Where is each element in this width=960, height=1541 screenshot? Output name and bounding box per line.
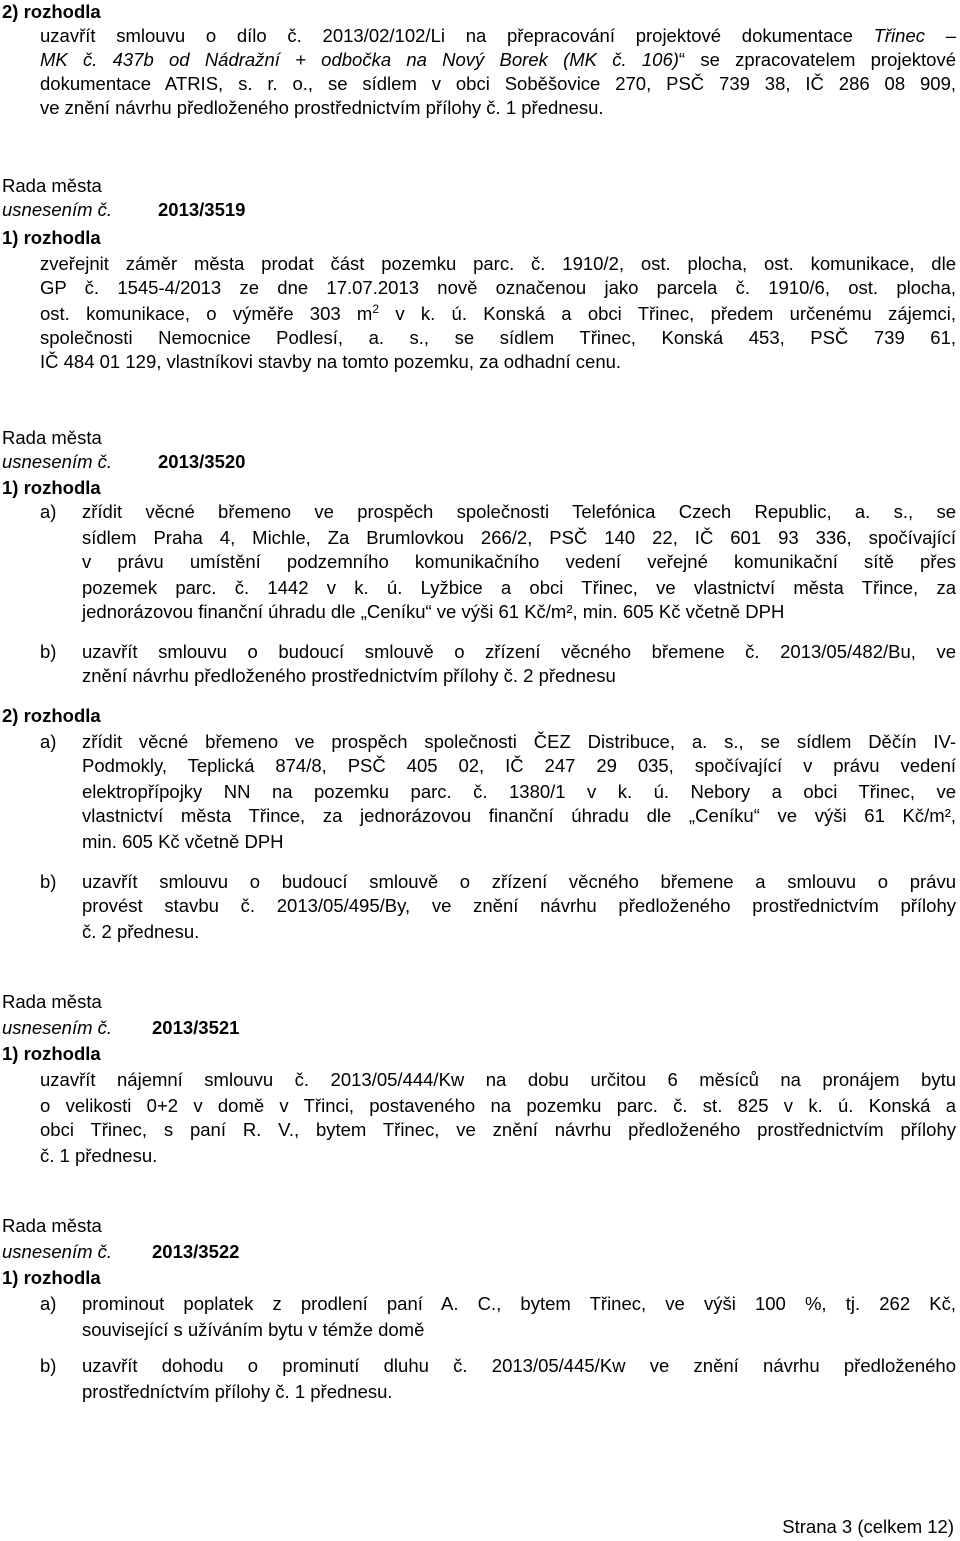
list-marker: a) (40, 1293, 57, 1314)
text-run: se zpracovatelem projektové (685, 49, 957, 70)
list-item-line: provést stavbu č. 2013/05/495/By, ve znění návrhu předloženého prostřednictvím přílohy (82, 895, 956, 916)
list-item-line: související s užíváním bytu v témže domě (82, 1319, 425, 1340)
resolution-label: usnesením č. (2, 451, 113, 472)
paragraph-line: GP č. 1545-4/2013 ze dne 17.07.2013 nově označenou jako parcela č. 1910/6, ost. plocha, (40, 277, 956, 298)
paragraph-line: uzavřít nájemní smlouvu č. 2013/05/444/Kw na dobu určitou 6 měsíců na pronájem bytu (40, 1069, 956, 1090)
list-item-line: jednorázovou finanční úhradu dle „Ceníku“ ve výši 61 Kč/m², min. 605 Kč včetně DPH (82, 601, 785, 622)
text-run: v k. ú. Konská a obci Třinec, předem určenému zájemci, (379, 303, 956, 324)
paragraph-line (40, 48, 956, 72)
rada-label: Rada města (2, 175, 102, 196)
resolution-number: 2013/3519 (158, 199, 246, 220)
paragraph-line (40, 302, 956, 326)
resolution-number: 2013/3520 (158, 451, 246, 472)
section-heading: 1) rozhodla (2, 1267, 101, 1288)
list-item-line: min. 605 Kč včetně DPH (82, 831, 284, 852)
list-item-line: Podmokly, Teplická 874/8, PSČ 405 02, IČ 247 29 035, spočívající v právu vedení (82, 755, 956, 776)
paragraph-line (40, 24, 956, 48)
rada-label: Rada města (2, 991, 102, 1012)
resolution-label: usnesením č. (2, 1017, 113, 1038)
superscript: 2 (372, 302, 380, 316)
list-item-line: sídlem Praha 4, Michle, Za Brumlovkou 266/2, PSČ 140 22, IČ 601 93 336, spočívající (82, 527, 956, 548)
text-run: uzavřít smlouvu o dílo č. 2013/02/102/Li na přepracování projektové dokumentace (40, 25, 874, 46)
list-item-line: v právu umístění podzemního komunikačního vedení veřejné komunikační sítě přes (82, 551, 956, 572)
section-heading: 2) rozhodla (2, 705, 101, 726)
list-marker: a) (40, 501, 57, 522)
text-run: MK č. 437b od Nádražní + odbočka na Nový Borek (MK č. 106) (40, 49, 679, 70)
list-item-line: č. 2 přednesu. (82, 921, 200, 942)
paragraph-line: IČ 484 01 129, vlastníkovi stavby na tomto pozemku, za odhadní cenu. (40, 351, 622, 372)
list-item-line: zřídit věcné břemeno ve prospěch společnosti Telefónica Czech Republic, a. s., se (82, 501, 956, 522)
text-run: “ (678, 49, 686, 70)
section-heading: 1) rozhodla (2, 477, 101, 498)
resolution-number: 2013/3521 (152, 1017, 240, 1038)
document-page (2, 0, 958, 1541)
paragraph-line: o velikosti 0+2 v domě v Třinci, postaveného na pozemku parc. č. st. 825 v k. ú. Konská a (40, 1095, 956, 1116)
list-item-line: znění návrhu předloženého prostřednictvím přílohy č. 2 přednesu (82, 665, 616, 686)
list-item-line: uzavřít dohodu o prominutí dluhu č. 2013/05/445/Kw ve znění návrhu předloženého (82, 1355, 956, 1376)
resolution-number: 2013/3522 (152, 1241, 240, 1262)
list-marker: b) (40, 871, 57, 892)
rada-label: Rada města (2, 427, 102, 448)
list-marker: a) (40, 731, 57, 752)
list-item-line: prostředníctvím přílohy č. 1 přednesu. (82, 1381, 393, 1402)
text-run: ost. komunikace, o výměře 303 m (40, 303, 373, 324)
list-item-line: uzavřít smlouvu o budoucí smlouvě o zřízení věcného břemene a smlouvu o právu (82, 871, 956, 892)
paragraph-line: ve znění návrhu předloženého prostřednictvím přílohy č. 1 přednesu. (40, 97, 604, 118)
section-heading: 1) rozhodla (2, 1043, 101, 1064)
paragraph-line: č. 1 přednesu. (40, 1145, 158, 1166)
rada-label: Rada města (2, 1215, 102, 1236)
list-item-line: elektropřípojky NN na pozemku parc. č. 1380/1 v k. ú. Nebory a obci Třinec, ve (82, 781, 956, 802)
list-marker: b) (40, 641, 57, 662)
page-footer: Strana 3 (celkem 12) (782, 1516, 954, 1537)
section-heading: 2) rozhodla (2, 1, 101, 22)
paragraph-line: dokumentace ATRIS, s. r. o., se sídlem v obci Soběšovice 270, PSČ 739 38, IČ 286 08 909, (40, 73, 956, 94)
list-item-line: prominout poplatek z prodlení paní A. C., bytem Třinec, ve výši 100 %, tj. 262 Kč, (82, 1293, 956, 1314)
list-item-line: vlastnictví města Třince, za jednorázovou finanční úhradu dle „Ceníku“ ve výši 61 Kč/m², (82, 805, 956, 826)
paragraph-line: zveřejnit záměr města prodat část pozemku parc. č. 1910/2, ost. plocha, ost. komunikace, dle (40, 253, 956, 274)
resolution-label: usnesením č. (2, 199, 113, 220)
paragraph-line: obci Třinec, s paní R. V., bytem Třinec, ve znění návrhu předloženého prostřednictvím přílohy (40, 1119, 956, 1140)
list-marker: b) (40, 1355, 57, 1376)
paragraph-line: společnosti Nemocnice Podlesí, a. s., se sídlem Třinec, Konská 453, PSČ 739 61, (40, 327, 956, 348)
list-item-line: zřídit věcné břemeno ve prospěch společnosti ČEZ Distribuce, a. s., se sídlem Děčín IV- (82, 731, 956, 752)
section-heading: 1) rozhodla (2, 227, 101, 248)
list-item-line: uzavřít smlouvu o budoucí smlouvě o zřízení věcného břemene č. 2013/05/482/Bu, ve (82, 641, 956, 662)
resolution-label: usnesením č. (2, 1241, 113, 1262)
text-run: Třinec – (873, 25, 957, 46)
list-item-line: pozemek parc. č. 1442 v k. ú. Lyžbice a obci Třinec, ve vlastnictví města Třince, za (82, 577, 956, 598)
